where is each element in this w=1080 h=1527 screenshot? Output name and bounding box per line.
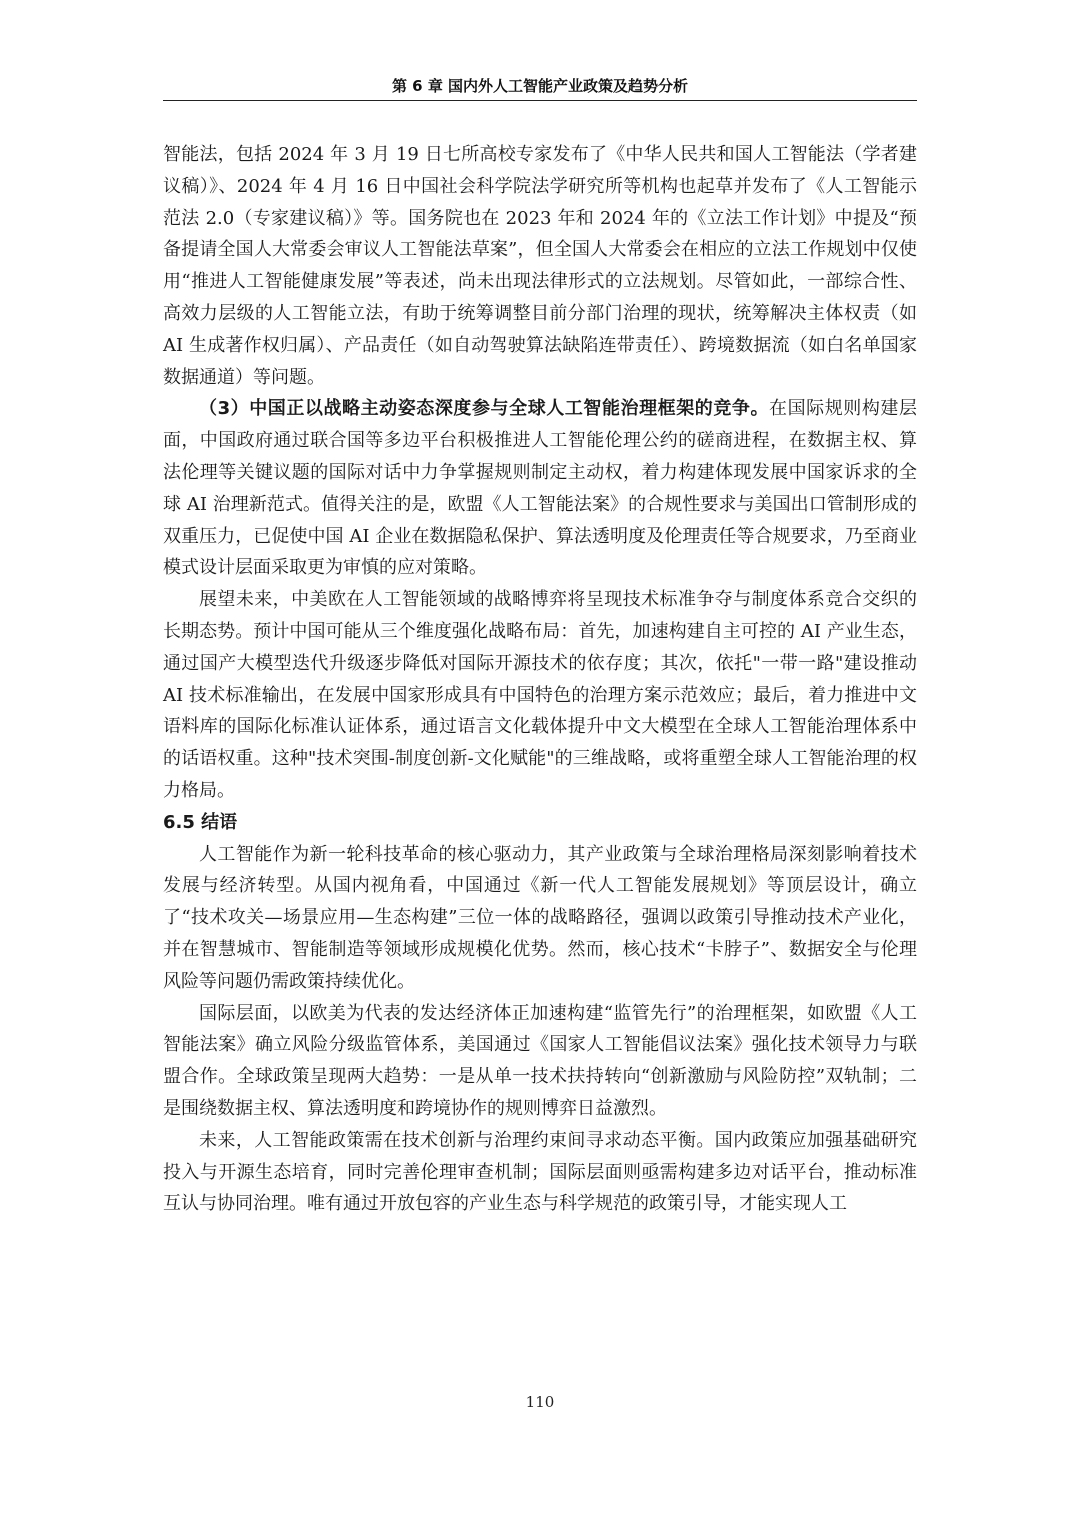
paragraph-conclusion-domestic: 人工智能作为新一轮科技革命的核心驱动力，其产业政策与全球治理格局深刻影响着技术发展与经济转型。从国内视角看，中国通过《新一代人工智能发展规划》等顶层设计，确立了“技术攻关—场景应用—生态构建”三位一体的战略路径，强调以政策引导推动技术产业化，并在智慧城市、智能制造等领域形成规模化优势。然而，核心技术“卡脖子”、数据安全与伦理风险等问题仍需政策持续优化。 (163, 843, 917, 992)
paragraph-lead-sentence: （3）中国正以战略主动姿态深度参与全球人工智能治理框架的竞争。 (199, 398, 770, 420)
paragraph-conclusion-international: 国际层面，以欧美为代表的发达经济体正加速构建“监管先行”的治理框架，如欧盟《人工智能法案》确立风险分级监管体系，美国通过《国家人工智能倡议法案》强化技术领导力与联盟合作。全球政策呈现两大趋势：一是从单一技术扶持转向“创新激励与风险防控”双轨制；二是围绕数据主权、算法透明度和跨境协作的规则博弈日益激烈。 (163, 1002, 917, 1119)
section-heading: 6.5 结语 (163, 811, 238, 833)
header-divider (163, 100, 917, 101)
page-number: 110 (525, 1393, 555, 1411)
paragraph-outlook: 展望未来，中美欧在人工智能领域的战略博弈将呈现技术标准争夺与制度体系竞合交织的长期态势。预计中国可能从三个维度强化战略布局：首先，加速构建自主可控的 AI 产业生态，通过国产大模型迭代升级逐步降低对国际开源技术的依存度；其次，依托"一带一路"建设推动 AI 技术标准输出，在发展中国家形成具有中国特色的治理方案示范效应；最后，着力推进中文语料库的国际化标准认证体系，通过语言文化载体提升中文大模型在全球人工智能治理体系中的话语权重。这种"技术突围-制度创新-文化赋能"的三维战略，或将重塑全球人工智能治理的权力格局。 (163, 589, 917, 801)
paragraph-body-text: 在国际规则构建层面，中国政府通过联合国等多边平台积极推进人工智能伦理公约的磋商进程，在数据主权、算法伦理等关键议题的国际对话中力争掌握规则制定主动权，着力构建体现发展中国家诉求的全球 AI 治理新范式。值得关注的是，欧盟《人工智能法案》的合规性要求与美国出口管制形成的双重压力，已促使中国 AI 企业在数据隐私保护、算法透明度及伦理责任等合规要求，乃至商业模式设计层面采取更为审慎的应对策略。 (163, 398, 918, 579)
document-body (163, 139, 917, 1220)
paragraph-conclusion-future: 未来，人工智能政策需在技术创新与治理约束间寻求动态平衡。国内政策应加强基础研究投入与开源生态培育，同时完善伦理审查机制；国际层面则亟需构建多边对话平台，推动标准互认与协同治理。唯有通过开放包容的产业生态与科学规范的政策引导，才能实现人工 (163, 1129, 917, 1215)
paragraph-legislation: 智能法，包括 2024 年 3 月 19 日七所高校专家发布了《中华人民共和国人工智能法（学者建议稿）》、2024 年 4 月 16 日中国社会科学院法学研究所等机构也起草并发布了《人工智能示范法 2.0（专家建议稿）》等。国务院也在 2023 年和 2024 年的《立法工作计划》中提及“预备提请全国人大常委会审议人工智能法草案”，但全国人大常委会在相应的立法工作规划中仅使用“推进人工智能健康发展”等表述，尚未出现法律形式的立法规划。尽管如此，一部综合性、高效力层级的人工智能立法，有助于统筹调整目前分部门治理的现状，统筹解决主体权责（如 AI 生成著作权归属）、产品责任（如自动驾驶算法缺陷连带责任）、跨境数据流（如白名单国家数据通道）等问题。 (163, 144, 917, 388)
paragraph-global-governance (163, 393, 917, 584)
chapter-header: 第 6 章 国内外人工智能产业政策及趋势分析 (391, 77, 689, 95)
